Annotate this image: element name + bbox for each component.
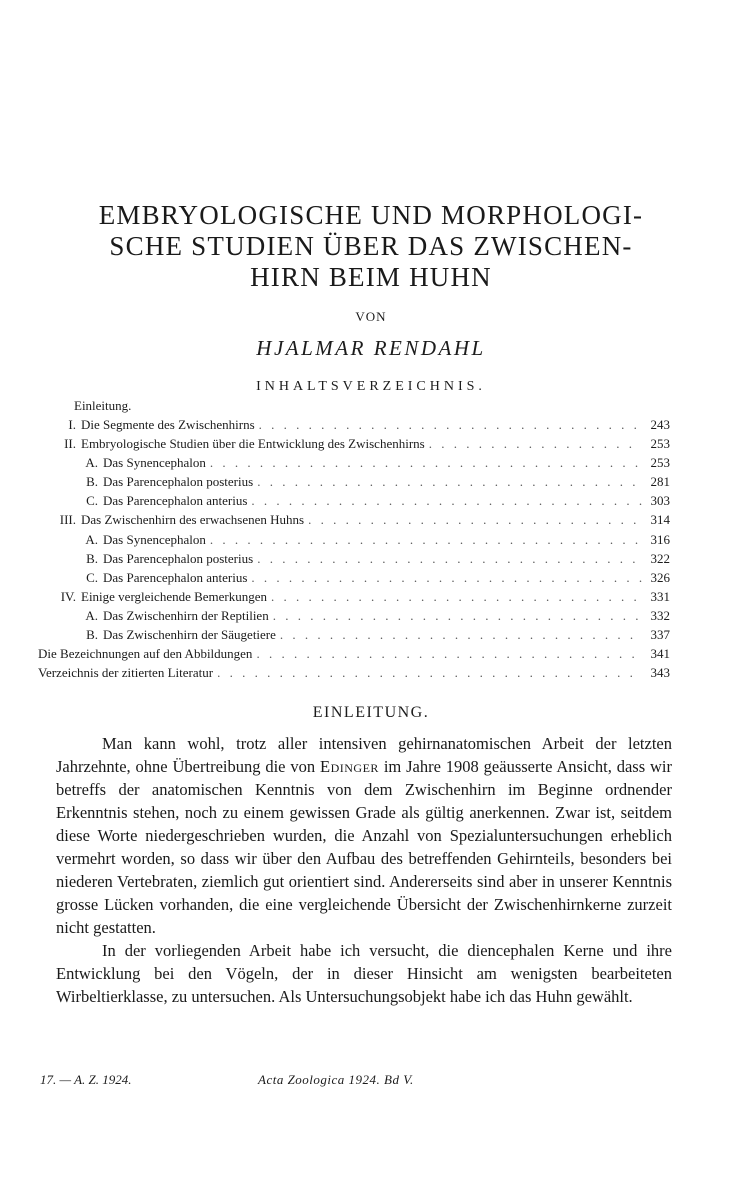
toc-entry xyxy=(38,663,670,682)
toc-leader-dots xyxy=(257,472,642,491)
toc-leader-dots xyxy=(271,587,642,606)
toc-number: A. xyxy=(85,607,98,623)
toc-leader-dots xyxy=(308,510,642,529)
toc-number: B. xyxy=(86,627,98,643)
toc-page-number: 316 xyxy=(650,531,670,547)
toc-page-number: 343 xyxy=(650,665,670,681)
toc-entry xyxy=(56,510,670,529)
toc-text: Die Bezeichnungen auf den Abbildungen xyxy=(38,646,253,662)
toc-text: Das Parencephalon anterius xyxy=(103,569,248,585)
footer-signature: 17. — A. Z. 1924. xyxy=(40,1072,132,1087)
toc-text: Verzeichnis der zitierten Literatur xyxy=(38,665,214,681)
toc-leader-dots xyxy=(259,415,642,434)
toc-entry xyxy=(56,472,670,491)
author-name: HJALMAR RENDAHL xyxy=(256,336,486,360)
title-line: EMBRYOLOGISCHE UND MORPHOLOGI- xyxy=(98,200,644,230)
cited-author-name: Edinger xyxy=(320,757,379,776)
toc-leader-dots xyxy=(273,606,642,625)
toc-entry xyxy=(56,453,670,472)
toc-leader-dots xyxy=(280,625,642,644)
toc-page-number: 332 xyxy=(650,607,670,623)
title-line: SCHE STUDIEN ÜBER DAS ZWISCHEN- xyxy=(109,231,633,261)
toc-text: Das Parencephalon anterius xyxy=(103,493,248,509)
toc-entry xyxy=(56,587,670,606)
toc-page-number: 322 xyxy=(650,550,670,566)
toc-text: Das Synencephalon xyxy=(103,531,206,547)
toc-text: Das Zwischenhirn der Reptilien xyxy=(103,607,269,623)
toc-leader-dots xyxy=(217,663,642,682)
toc-page-number: 341 xyxy=(650,646,670,662)
footer-journal: Acta Zoologica 1924. Bd V. xyxy=(258,1072,414,1087)
toc-page-number: 253 xyxy=(650,455,670,471)
toc-entry xyxy=(56,606,670,625)
table-of-contents xyxy=(38,397,670,682)
toc-text: Das Parencephalon posterius xyxy=(103,474,254,490)
toc-entry xyxy=(56,568,670,587)
paragraph: In der vorliegenden Arbeit habe ich versucht, die diencephalen Kerne und ihre Entwicklung bei den Vögeln, der in dieser Hinsicht am wenigsten bearbeiteten Wirbeltierklasse, zu untersuchen. Als Untersuchungsobjekt habe ich das Huhn gewählt. xyxy=(56,941,672,1006)
toc-entry xyxy=(56,549,670,568)
toc-page-number: 314 xyxy=(650,512,670,528)
toc-text: Das Zwischenhirn der Säugetiere xyxy=(103,627,276,643)
toc-number: A. xyxy=(85,455,98,471)
toc-entry xyxy=(56,530,670,549)
toc-text: Das Parencephalon posterius xyxy=(103,550,254,566)
toc-entry xyxy=(56,625,670,644)
title-line: HIRN BEIM HUHN xyxy=(250,262,492,292)
toc-text: Die Segmente des Zwischenhirns xyxy=(81,417,255,432)
toc-number: B. xyxy=(86,474,98,490)
paragraph xyxy=(56,732,672,939)
toc-text: Das Synencephalon xyxy=(103,455,206,471)
toc-number: C. xyxy=(86,569,98,585)
toc-page-number: 243 xyxy=(650,417,670,432)
toc-leader-dots xyxy=(251,568,642,587)
paragraph-text: Man kann wohl, trotz aller intensiven gehirnanatomischen Arbeit der letzten Jahrzehnte, ohne Übertreibung die von xyxy=(56,734,672,776)
toc-text: Einige vergleichende Bemerkungen xyxy=(81,588,268,604)
toc-leader-dots xyxy=(210,453,642,472)
toc-page-number: 337 xyxy=(650,627,670,643)
toc-page-number: 331 xyxy=(650,588,670,604)
article-title xyxy=(40,200,702,293)
toc-number: II. xyxy=(64,436,76,452)
toc-entry xyxy=(56,434,670,453)
toc-entry xyxy=(56,415,670,434)
toc-number: IV. xyxy=(60,588,76,604)
toc-page-number: 281 xyxy=(650,474,670,490)
toc-leader-dots xyxy=(210,530,642,549)
toc-text: Embryologische Studien über die Entwicklung des Zwischenhirns xyxy=(81,436,425,452)
toc-number: III. xyxy=(59,512,76,528)
toc-intro: Einleitung. xyxy=(74,398,132,413)
toc-entry xyxy=(56,491,670,510)
section-heading: EINLEITUNG. xyxy=(312,704,430,721)
toc-leader-dots xyxy=(257,549,642,568)
toc-number: B. xyxy=(86,550,98,566)
toc-number: A. xyxy=(85,531,98,547)
toc-number: C. xyxy=(86,493,98,509)
toc-text: Das Zwischenhirn des erwachsenen Huhns xyxy=(81,512,305,528)
paragraph-text: im Jahre 1908 geäusserte Ansicht, dass wir betreffs der anatomischen Kenntnis von dem Zwischenhirn im Beginne ordnender Erkenntnis stehen, noch zu einem gewissen Grade als gültig anerkennen. Zwar ist, seitdem diese Worte niedergeschrieben wurden, die Anzahl von Spezialuntersuchungen erheblich vermehrt worden, so dass wir über den Aufbau des betreffenden Gehirnteils, besonders bei niederen Vertebraten, ziemlich gut orientiert sind. Andererseits sind aber in unserer Kenntnis grosse Lücken vorhanden, die eine vergleichende Übersicht der Zwischenhirnkerne zurzeit nicht gestatten. xyxy=(56,757,672,937)
toc-number: I. xyxy=(68,417,76,432)
toc-entry xyxy=(38,644,670,663)
toc-leader-dots xyxy=(256,644,642,663)
toc-page-number: 303 xyxy=(650,493,670,509)
toc-leader-dots xyxy=(251,491,642,510)
toc-leader-dots xyxy=(429,434,642,453)
byline-von: VON xyxy=(355,309,387,324)
toc-page-number: 326 xyxy=(650,569,670,585)
toc-heading: INHALTSVERZEICHNIS. xyxy=(256,379,486,394)
toc-page-number: 253 xyxy=(650,436,670,452)
body-text xyxy=(56,732,672,1008)
